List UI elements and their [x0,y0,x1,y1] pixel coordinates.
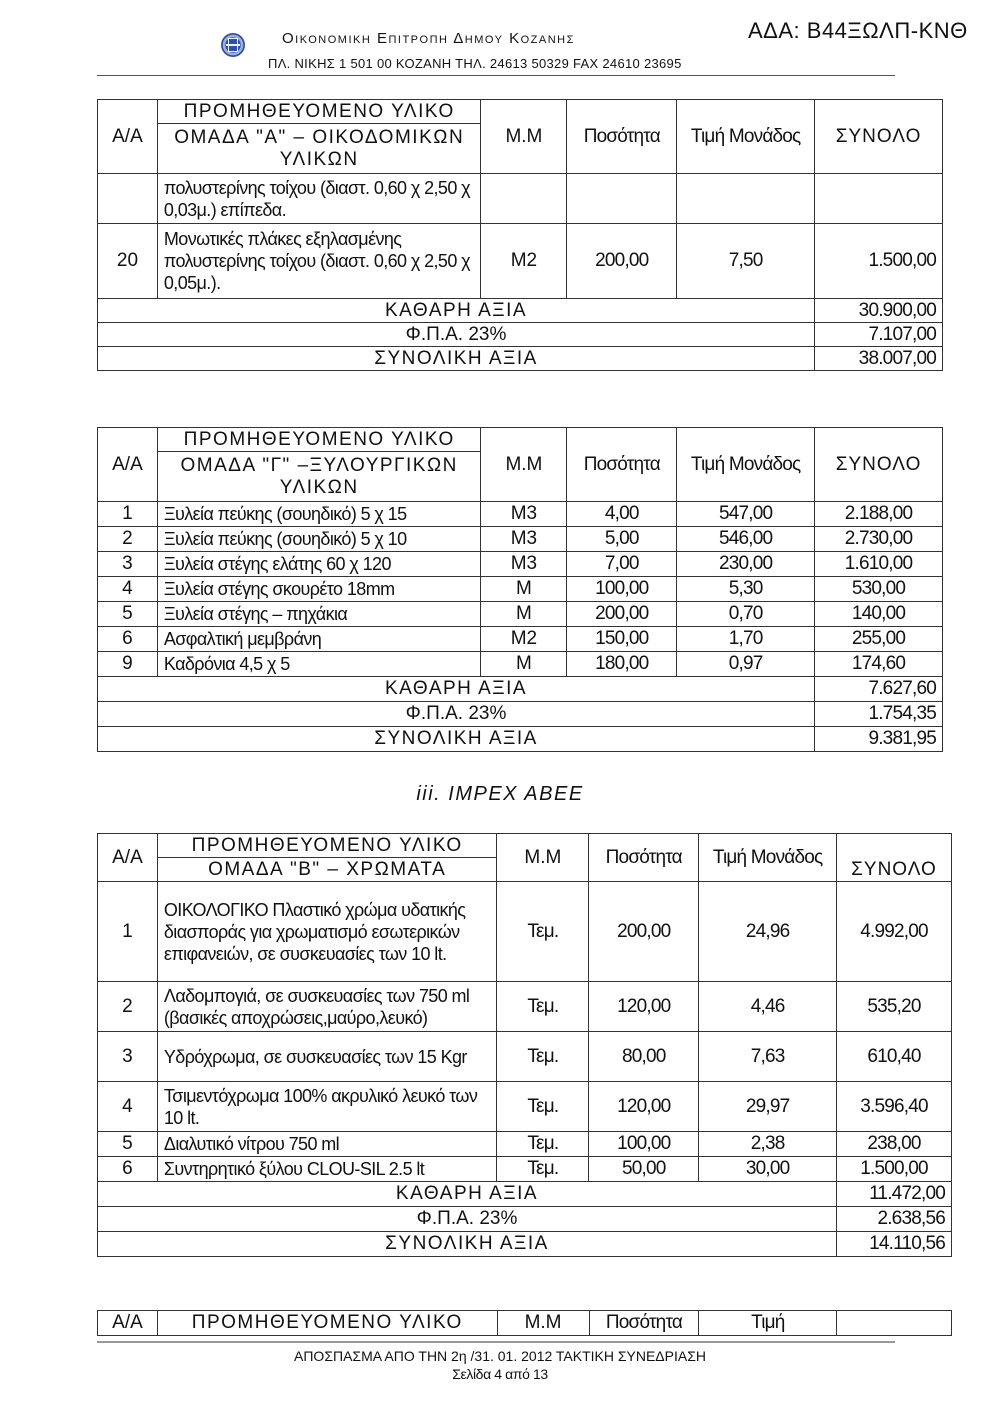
header-divider [97,75,895,76]
table-row: 6 Συντηρητικό ξύλου CLOU-SIL 2.5 lt Τεμ. 50,00 30,00 1.500,00 [98,1157,952,1182]
col-header-price: Τιμή Μονάδος [677,428,815,502]
coat-of-arms-icon [221,33,245,57]
table-row: 3 Ξυλεία στέγης ελάτης 60 χ 120 Μ3 7,00 230,00 1.610,00 [98,552,943,577]
table-row: 6 Ασφαλτική μεμβράνη Μ2 150,00 1,70 255,00 [98,627,943,652]
gross-value-label: ΣΥΝΟΛΙΚΗ ΑΞΙΑ [98,347,815,371]
net-value-row [98,1182,952,1207]
table-row: 2 Λαδομπογιά, σε συσκευασίες των 750 ml (βασικές αποχρώσεις,μαύρο,λευκό) Τεμ. 120,00 4,46 535,20 [98,982,952,1032]
col-header-item: ΠΡΟΜΗΘΕΥΟΜΕΝΟ ΥΛΙΚΟ [157,834,497,858]
col-header-total: ΣΥΝΟΛΟ [815,100,943,174]
table-row: 4 Τσιμεντόχρωμα 100% ακρυλικό λευκό των 10 lt. Τεμ. 120,00 29,97 3.596,40 [98,1082,952,1132]
table-row: 1 Ξυλεία πεύκης (σουηδικό) 5 χ 15 Μ3 4,00 547,00 2.188,00 [98,502,943,527]
gross-value-label: ΣΥΝΟΛΙΚΗ ΑΞΙΑ [98,1232,837,1257]
net-value: 7.627,60 [815,677,943,702]
table-row: 3 Υδρόχρωμα, σε συσκευασίες των 15 Kgr Τεμ. 80,00 7,63 610,40 [98,1032,952,1082]
committee-address: ΠΛ. ΝΙΚΗΣ 1 501 00 ΚΟΖΑΝΗ ΤΗΛ. 24613 50329 FAX 24610 23695 [268,56,682,71]
table-row: 4 Ξυλεία στέγης σκουρέτο 18mm Μ 100,00 5,30 530,00 [98,577,943,602]
gross-value: 14.110,56 [837,1232,952,1257]
net-value: 30.900,00 [815,299,943,323]
col-header-qty: Ποσότητα [589,834,699,882]
col-header-total: ΣΥΝΟΛΟ [837,834,952,882]
gross-value-row [98,347,943,371]
vat-label: Φ.Π.Α. 23% [98,702,815,727]
net-value-row [98,677,943,702]
vat-row [98,702,943,727]
gross-value-row [98,727,943,752]
ada-code: ΑΔΑ: Β44ΞΩΛΠ-ΚΝΘ [748,18,968,43]
vat-row [98,1207,952,1232]
col-header-aa: Α/Α [98,428,158,502]
col-header-unit: Μ.Μ [497,1311,589,1336]
col-header-unit: Μ.Μ [497,834,589,882]
net-value-label: ΚΑΘΑΡΗ ΑΞΙΑ [98,299,815,323]
table-row: 5 Ξυλεία στέγης – πηχάκια Μ 200,00 0,70 140,00 [98,602,943,627]
vat-label: Φ.Π.Α. 23% [98,1207,837,1232]
col-header-aa: Α/Α [98,834,158,882]
table-row: πολυστερίνης τοίχου (διαστ. 0,60 χ 2,50 χ 0,03μ.) επίπεδα. [98,174,943,224]
table-group-b [97,833,952,1257]
table-row: 5 Διαλυτικό νίτρου 750 ml Τεμ. 100,00 2,38 238,00 [98,1132,952,1157]
table-row: 9 Καδρόνια 4,5 χ 5 Μ 180,00 0,97 174,60 [98,652,943,677]
col-header-qty: Ποσότητα [567,428,677,502]
supplier-section-title: iii. IMPEX ABEE [416,783,584,805]
table-row: 20 Μονωτικές πλάκες εξηλασμένης πολυστερίνης τοίχου (διαστ. 0,60 χ 2,50 χ 0,05μ.). Μ2 200,00 7,50 1.500,00 [98,224,943,299]
table-row: 2 Ξυλεία πεύκης (σουηδικό) 5 χ 10 Μ3 5,00 546,00 2.730,00 [98,527,943,552]
page-number: Σελίδα 4 από 13 [452,1366,548,1382]
vat-label: Φ.Π.Α. 23% [98,323,815,347]
col-header-aa: Α/Α [98,100,158,174]
col-header-qty: Ποσότητα [567,100,677,174]
net-value: 11.472,00 [837,1182,952,1207]
col-header-aa: Α/Α [98,1311,158,1336]
gross-value-row [98,1232,952,1257]
col-header-item: ΠΡΟΜΗΘΕΥΟΜΕΝΟ ΥΛΙΚΟ [157,428,481,452]
col-header-item: ΠΡΟΜΗΘΕΥΟΜΕΝΟ ΥΛΙΚΟ [157,100,481,124]
vat-value: 1.754,35 [815,702,943,727]
col-header-total: ΣΥΝΟΛΟ [815,428,943,502]
gross-value: 38.007,00 [815,347,943,371]
gross-value: 9.381,95 [815,727,943,752]
col-header-item: ΠΡΟΜΗΘΕΥΟΜΕΝΟ ΥΛΙΚΟ [157,1311,497,1336]
group-title: ΟΜΑΔΑ "Α" – ΟΙΚΟΔΟΜΙΚΩΝ ΥΛΙΚΩΝ [157,124,481,174]
table-group-g [97,427,943,752]
gross-value-label: ΣΥΝΟΛΙΚΗ ΑΞΙΑ [98,727,815,752]
vat-value: 2.638,56 [837,1207,952,1232]
net-value-label: ΚΑΘΑΡΗ ΑΞΙΑ [98,1182,837,1207]
col-header-price: Τιμή [699,1311,837,1336]
footer-meeting-reference: ΑΠΟΣΠΑΣΜΑ ΑΠΟ ΤΗΝ 2η /31. 01. 2012 ΤΑΚΤΙΚΗ ΣΥΝΕΔΡΙΑΣΗ [293,1348,706,1364]
net-value-label: ΚΑΘΑΡΗ ΑΞΙΑ [98,677,815,702]
vat-value: 7.107,00 [815,323,943,347]
table-next-header [97,1310,952,1336]
table-group-a [97,99,943,371]
col-header-unit: Μ.Μ [481,100,567,174]
table-row: 1 ΟΙΚΟΛΟΓΙΚΟ Πλαστικό χρώμα υδατικής διασποράς για χρωματισμό εσωτερικών επιφανειών, σε συσκευασίες των 10 lt. Τεμ. 200,00 24,96 4.992,00 [98,882,952,982]
group-title: ΟΜΑΔΑ "Β" – ΧΡΩΜΑΤΑ [157,858,497,882]
vat-row [98,323,943,347]
col-header-qty: Ποσότητα [589,1311,699,1336]
col-header-unit: Μ.Μ [481,428,567,502]
col-header-price: Τιμή Μονάδος [699,834,837,882]
col-header-total-empty [837,1311,952,1336]
committee-title: Οικονομικη Επιτροπη Δημου Κοζανης [282,30,575,47]
net-value-row [98,299,943,323]
col-header-price: Τιμή Μονάδος [677,100,815,174]
footer-divider [97,1341,895,1343]
group-title: ΟΜΑΔΑ "Γ" –ΞΥΛΟΥΡΓΙΚΩΝ ΥΛΙΚΩΝ [157,452,481,502]
